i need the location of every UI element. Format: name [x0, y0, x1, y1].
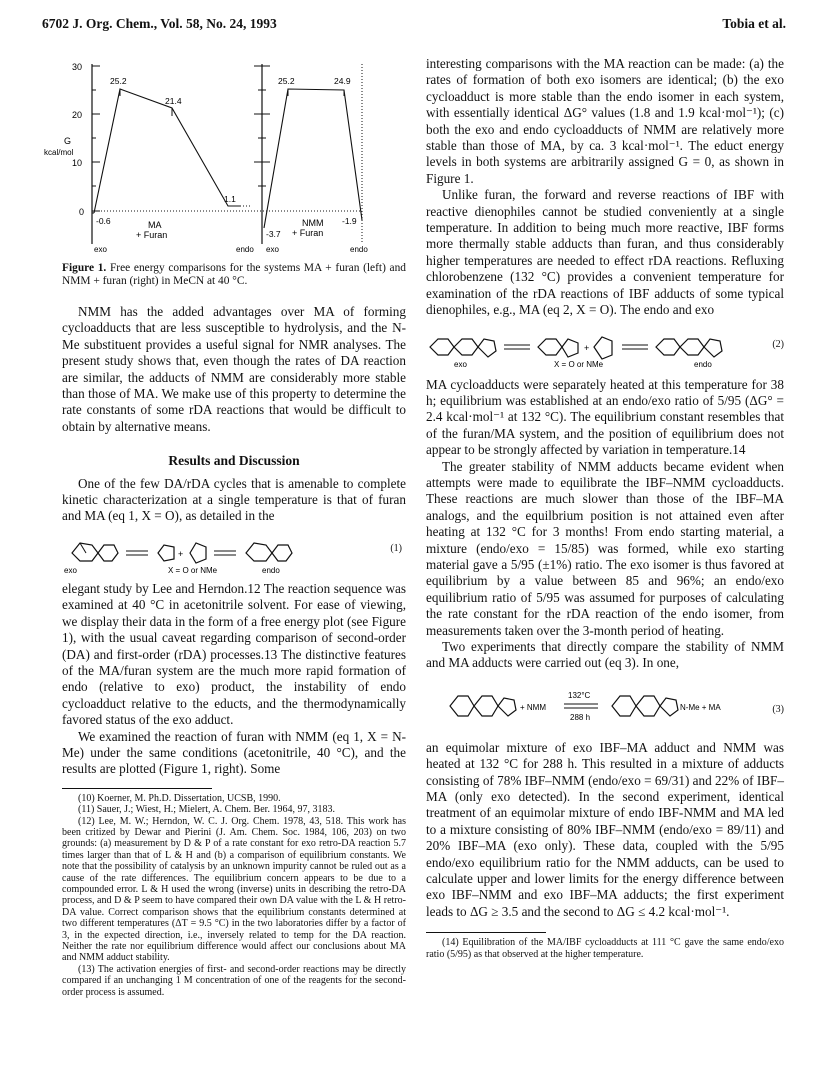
eq3-reagent: + NMM — [520, 702, 546, 712]
free-energy-plot — [44, 56, 406, 256]
eq1-endo-label: endo — [262, 565, 280, 575]
eq1-exo-label: exo — [64, 565, 77, 575]
right-paragraph-2: Unlike furan, the forward and reverse reactions of IBF with reactive dienophiles cannot be studied conveniently at a single temperature. In addition to being much more reactive, IBF forms more thermally stable adducts than furan, and thus considerably higher temperatures are needed to effect rDA reactions. Refluxing chlorobenzene (132 °C) provides a convenient temperature for examination of the rDA reactions of IBF adducts of some typical dienophiles, e.g., MA (eq 2, X = O). The endo and exo — [426, 187, 784, 318]
left-paragraph-1: NMM has the added advantages over MA of forming cycloadducts that are less susceptible to hydrolysis, and the N-Me substituent provides a useful signal for NMR analyses. The present study shows that, even though the rates of DA reaction are similar, the adducts of NMM are considerably more stable than those of MA. We make use of this property to determine the rate constants of some rDA reactions that would be difficult to obtain by alternative means. — [62, 304, 406, 434]
right-paragraph-3: MA cycloadducts were separately heated at this temperature for 38 h; equilibrium was established at an endo/exo ratio of 5/95 (ΔG° = 2.4 kcal·mol⁻¹ at 132 °C). The equilibrium constant resembles that of the furan/MA system, and the position of equilibrium does not appear to be strongly affected by variation in temperature.14 — [426, 376, 784, 458]
left-x-endo: endo — [236, 245, 254, 254]
y-tick-30: 30 — [72, 62, 83, 72]
equation-1 — [62, 531, 406, 577]
footnote-13: (13) The activation energies of first- and second-order reactions may be directly compared if an unchanging 1 M concentration of one of the reagents for the second-order process is assumed. — [62, 963, 406, 998]
right-paragraph-6: an equimolar mixture of exo IBF–MA adduct and NMM was heated at 132 °C for 288 h. This resulted in a mixture of adducts consisting of 78% IBF–NMM (endo/exo = 69/31) and 22% of IBF–MA (only exo detected). In the second experiment, identical treatment of an equimolar mixture of endo IBF-NMM and MA led to a mixture consisting of 80% IBF–NMM (endo/exo = 89/11) and 20% IBF–MA (exo only). These data, coupled with the 5/95 endo/exo equilibrium ratio for the NMM adducts, can be used to calculate upper and lower limits for the energy difference between exo IBF–NMM and exo IBF–MA adducts; the first experiment leads to ΔG ≥ 3.5 and the second to ΔG ≤ 4.2 kcal·mol⁻¹. — [426, 739, 784, 919]
equation-2-structures — [426, 327, 756, 371]
right-footnote-rule — [426, 932, 546, 933]
left-column — [44, 56, 406, 998]
eq1-x-label: X = O or NMe — [168, 565, 218, 575]
right-paragraph-1: interesting comparisons with the MA reaction can be made: (a) the rates of formation of both exo isomers are identical; (b) the exo cycloadduct is more stable than the endo isomer in each system, with essentially identical ΔG° values (1.8 and 1.9 kcal·mol⁻¹); (c) both the exo and endo cycloadducts of NMM are relatively more stable than those of MA, by ca. 3 kcal·mol⁻¹. The educt energy levels in both systems are arbitrarily assigned G = 0, as shown in Figure 1. — [426, 56, 784, 186]
running-header-right: Tobia et al. — [722, 16, 786, 31]
left-reagent: + Furan — [136, 230, 168, 240]
left-peak-endo: 21.4 — [165, 96, 182, 106]
right-endo-value: -1.9 — [342, 216, 357, 226]
y-tick-0: 0 — [79, 207, 85, 217]
right-panel-profile — [264, 89, 362, 228]
left-paragraph-4: We examined the reaction of furan with NMM (eq 1, X = N-Me) under the same conditions (acetonitrile, 40 °C), and the results are plotted (Figure 1, right). Some — [62, 728, 406, 777]
right-reagent: + Furan — [292, 228, 324, 238]
y-tick-10: 10 — [72, 158, 83, 168]
footnote-rule — [62, 788, 212, 789]
figure-caption-text: Free energy comparisons for the systems MA + furan (left) and NMM + furan (right) in MeCN at 40 °C. — [62, 262, 406, 287]
eq3-temp: 132°C — [568, 690, 591, 700]
y-tick-20: 20 — [72, 110, 83, 120]
left-peak-exo: 25.2 — [110, 76, 127, 86]
eq1-number: (1) — [390, 542, 402, 554]
right-peak-exo: 25.2 — [278, 76, 295, 86]
right-paragraph-4: The greater stability of NMM adducts became evident when attempts were made to equilibrate the IBF–NMM cycloadducts. These reactions are much slower than those of the IBF–MA analogs, and the equilbrium position is not attained even after heating at 132 °C for 3 months! From endo starting material, a mixture (endo/exo = 15/85) was formed, while exo starting material gave a 5/95 (±1%) ratio. The exo isomer is thus favored at equilibrium by a value between 85 and 96%; an endo/exo equilibrium ratio of 5/95 was assumed for purposes of calculating the rate constant for the rDA reaction of the endo isomer, from measurements taken over the 3-month period of heating. — [426, 458, 784, 638]
left-paragraph-3: elegant study by Lee and Herndon.12 The reaction sequence was examined at 40 °C in acetonitrile solvent. For ease of viewing, we display their data in the form of a free energy plot (see Figure 1), with the usual caveat regarding comparison of second-order (DA) and first-order (rDA) processes.13 The distinctive features of the MA/furan system are the much more rapid formation of endo (relative to exo) product, the instability of endo cycloadduct relative to the educts, and the thermodynamically favored status of the exo adduct. — [62, 580, 406, 728]
right-x-endo: endo — [350, 245, 368, 254]
right-paragraph-5: Two experiments that directly compare the stability of NMM and MA adducts were carried out (eq 3). In one, — [426, 639, 784, 671]
eq2-number: (2) — [772, 338, 784, 350]
eq3-number: (3) — [772, 703, 784, 715]
section-heading: Results and Discussion — [168, 453, 300, 469]
eq3-product: N-Me + MA — [680, 702, 721, 712]
right-species: NMM — [302, 218, 324, 228]
footnote-11: (11) Sauer, J.; Wiest, H.; Mielert, A. Chem. Ber. 1964, 97, 3183. — [78, 804, 335, 816]
left-x-exo: exo — [94, 245, 107, 254]
eq2-endo-label: endo — [694, 359, 712, 369]
eq2-exo-label: exo — [454, 359, 467, 369]
equation-3 — [426, 682, 784, 732]
figure-1 — [44, 56, 406, 256]
figure-caption-title: Figure 1. — [62, 262, 107, 274]
left-species: MA — [148, 220, 162, 230]
right-column — [426, 56, 784, 960]
left-endo-level: 1.1 — [224, 194, 236, 204]
eq3-time: 288 h — [570, 712, 591, 722]
right-exo-value: -3.7 — [266, 229, 281, 239]
equation-1-structures — [62, 531, 362, 577]
y-axis-label-g: G — [64, 136, 72, 146]
y-axis-label-units: kcal/mol — [44, 148, 74, 157]
left-panel-profile — [94, 89, 240, 213]
footnote-12: (12) Lee, M. W.; Herndon, W. C. J. Org. Chem. 1978, 43, 518. This work has been critized by Dewar and Pierini (J. Am. Chem. Soc. 1984, 106, 203) on two grounds: (a) measurement by D & P of a rate constant for exo retro-DA reaction 5.7 times larger than that of L & H and (b) a comparison of equilibrium constants. We note that the possibility of catalysis by an unknown impurity cannot be ruled out as a cause of the rate differences. The equilibrium concern appears to be due to a compounded error. L & H used the wrong (inverse) units in describing the retro-DA process, and D & P seem to have compared their own DA value with the L & H retro-DA value. Correct comparison shows that the equilibrium constants determined at two different temperatures (ΔT = 9.5 °C) in the two laboratories differ by a factor of 3, in the expected direction, i.e., inversely related to temp for the DA reaction. Neither the rate nor equilibrium difference would affect our conclusions about MA and NMM adduct stability. — [62, 815, 406, 964]
footnote-14: (14) Equilibration of the MA/IBF cycloadducts at 111 °C gave the same endo/exo ratio (5/95) as that observed at the higher temperature. — [426, 937, 784, 960]
equation-3-structures — [426, 682, 756, 732]
running-header-left: 6702 J. Org. Chem., Vol. 58, No. 24, 1993 — [42, 16, 277, 31]
footnote-10: (10) Koerner, M. Ph.D. Dissertation, UCSB, 1990. — [78, 792, 281, 804]
left-exo-value: -0.6 — [96, 216, 111, 226]
equation-2 — [426, 327, 784, 371]
svg-text:+: + — [584, 342, 590, 353]
right-peak-endo: 24.9 — [334, 76, 351, 86]
left-footnotes — [62, 793, 406, 998]
figure-caption — [62, 262, 406, 288]
eq2-x-label: X = O or NMe — [554, 359, 604, 369]
left-paragraph-2: One of the few DA/rDA cycles that is amenable to complete kinetic characterization at a single temperature is that of furan and MA (eq 1, X = O), as detailed in the — [62, 475, 406, 524]
right-x-exo: exo — [266, 245, 279, 254]
svg-text:+: + — [178, 548, 184, 559]
